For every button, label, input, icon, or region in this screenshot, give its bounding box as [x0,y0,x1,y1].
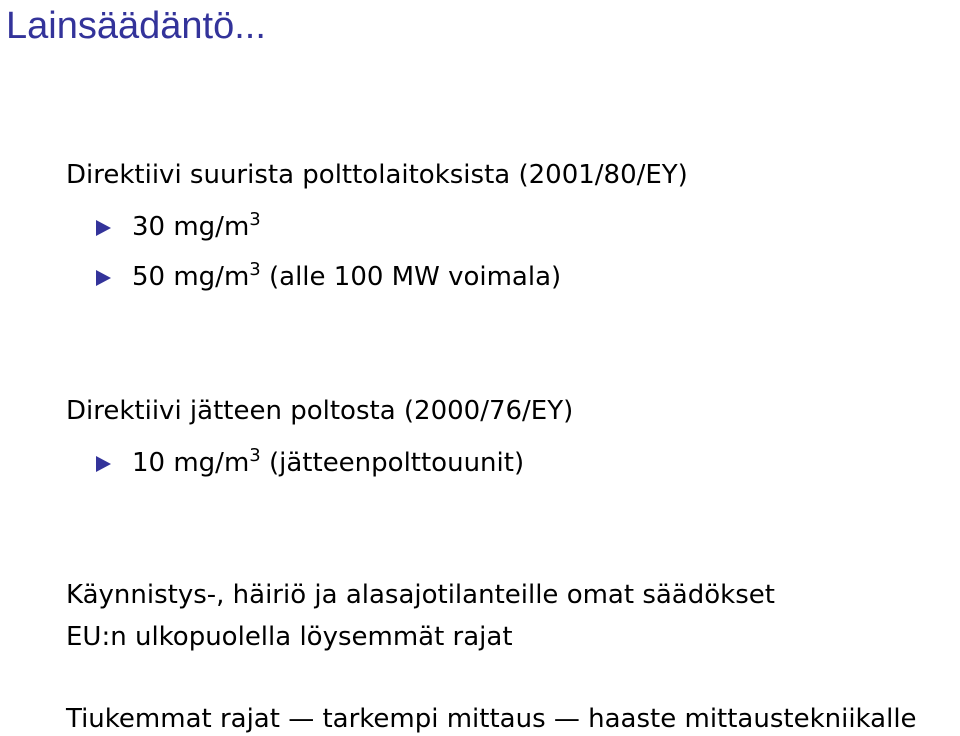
bullet-text: 30 $mg/m^3$ [132,209,261,242]
triangle-bullet-icon [96,220,111,236]
note-outside-eu: EU:n ulkopuolella löysemmät rajat [66,622,513,652]
triangle-bullet-icon [96,270,111,286]
slide-title: Lainsäädäntö... [6,5,266,47]
conclusion-text: Tiukemmat rajat — tarkempi mittaus — haaste mittaustekniikalle [66,704,917,734]
section-heading-large-combustion: Direktiivi suurista polttolaitoksista (2001/80/EY) [66,160,688,190]
note-startup-shutdown: Käynnistys-, häiriö ja alasajotilanteille omat säädökset [66,580,775,610]
bullet-text: 10 $mg/m^3$ (jätteenpolttouunit) [132,445,525,478]
bullet-text: 50 $mg/m^3$ (alle 100 MW voimala) [132,259,562,292]
triangle-bullet-icon [96,456,111,472]
section-heading-waste-incineration: Direktiivi jätteen poltosta (2000/76/EY) [66,396,574,426]
